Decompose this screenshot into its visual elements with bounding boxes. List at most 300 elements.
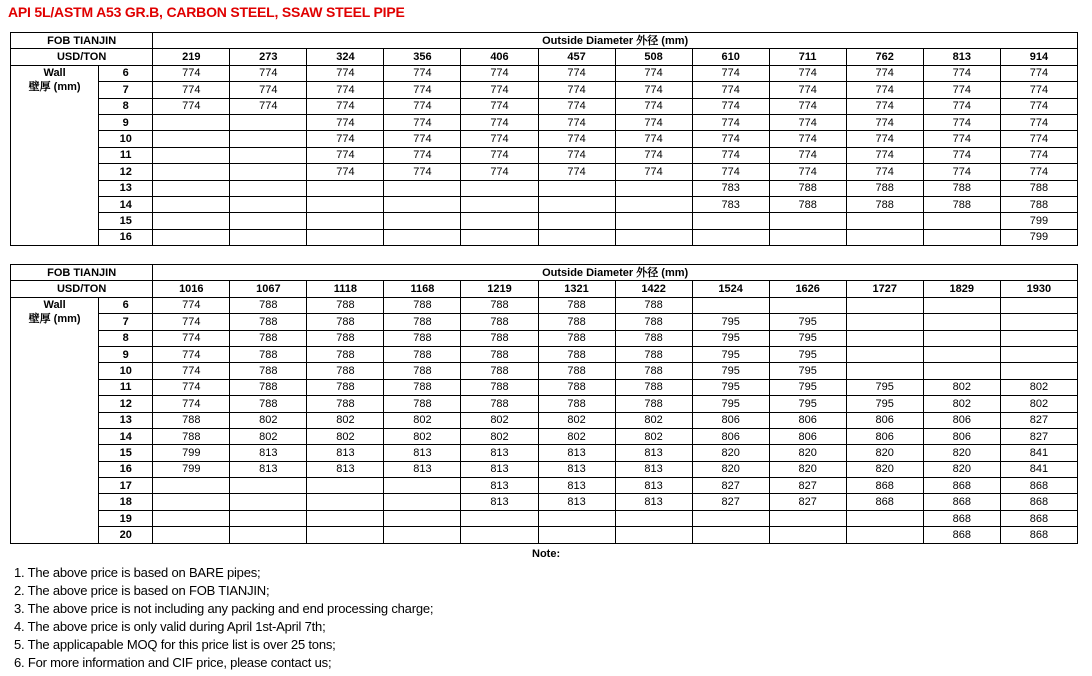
price-cell: 813 [615,445,692,461]
diameter-header: 813 [923,49,1000,65]
price-cell [846,346,923,362]
wall-thickness-cell: 18 [99,494,153,510]
note-item: 1. The above price is based on BARE pipes; [14,565,261,580]
price-cell [153,164,230,180]
price-cell: 795 [769,314,846,330]
price-cell: 802 [461,428,538,444]
price-cell: 841 [1000,445,1077,461]
price-cell: 802 [230,428,307,444]
price-cell [769,229,846,245]
table-row [11,180,1078,196]
table-row [11,527,1078,543]
wall-thickness-cell: 8 [99,330,153,346]
price-cell [692,527,769,543]
price-cell: 788 [461,346,538,362]
price-cell: 774 [461,98,538,114]
price-cell: 774 [769,131,846,147]
price-cell: 820 [769,461,846,477]
price-cell: 813 [384,461,461,477]
price-cell: 813 [461,478,538,494]
price-cell: 774 [692,164,769,180]
price-cell: 788 [230,346,307,362]
wall-thickness-cell: 9 [99,346,153,362]
price-cell: 795 [692,363,769,379]
price-cell: 788 [538,379,615,395]
price-cell: 820 [846,445,923,461]
price-cell: 774 [153,314,230,330]
price-cell [384,229,461,245]
price-cell: 802 [538,412,615,428]
header-row [11,265,1078,281]
price-cell: 774 [692,65,769,81]
price-cell [153,494,230,510]
price-cell: 774 [307,82,384,98]
price-cell: 813 [538,445,615,461]
price-cell: 774 [769,65,846,81]
price-cell [153,510,230,526]
price-cell: 774 [384,147,461,163]
price-cell: 802 [615,412,692,428]
price-cell: 774 [153,82,230,98]
header-row [11,33,1078,49]
note-item: 6. For more information and CIF price, please contact us; [14,654,332,670]
wall-label [11,297,99,543]
price-cell: 774 [769,82,846,98]
price-cell: 788 [307,314,384,330]
price-cell: 802 [384,428,461,444]
price-cell: 827 [769,478,846,494]
price-cell: 799 [1000,213,1077,229]
price-cell [307,196,384,212]
price-cell: 868 [923,510,1000,526]
price-cell: 788 [384,346,461,362]
price-cell [307,510,384,526]
price-cell [923,213,1000,229]
price-cell: 774 [461,131,538,147]
wall-label-cn: 壁厚 (mm) [28,312,81,325]
price-cell: 774 [615,131,692,147]
price-cell [846,527,923,543]
table-row [11,494,1078,510]
price-cell [846,363,923,379]
price-cell: 806 [769,428,846,444]
price-cell: 774 [461,114,538,130]
table-row [11,98,1078,114]
price-cell: 774 [307,98,384,114]
price-cell: 774 [384,114,461,130]
price-cell: 788 [307,379,384,395]
price-cell [615,229,692,245]
price-cell: 827 [1000,412,1077,428]
price-cell [153,180,230,196]
price-cell: 774 [846,131,923,147]
price-cell: 868 [923,527,1000,543]
price-cell [846,314,923,330]
price-cell [1000,297,1077,313]
price-cell: 788 [615,314,692,330]
price-cell: 788 [538,346,615,362]
price-cell [384,494,461,510]
wall-thickness-cell: 6 [99,297,153,313]
price-cell [846,510,923,526]
price-cell: 788 [538,314,615,330]
diameter-header: 1016 [153,281,230,297]
price-cell [769,510,846,526]
price-cell: 788 [230,330,307,346]
price-cell: 774 [230,98,307,114]
price-cell: 774 [153,346,230,362]
price-cell: 813 [307,461,384,477]
note-item: 4. The above price is only valid during April 1st-April 7th; [14,618,326,634]
price-cell: 774 [769,98,846,114]
price-cell: 827 [769,494,846,510]
price-cell: 813 [615,478,692,494]
price-cell [692,297,769,313]
price-cell: 788 [461,363,538,379]
price-cell [230,114,307,130]
wall-thickness-cell: 16 [99,461,153,477]
price-cell: 788 [384,363,461,379]
price-cell: 774 [1000,114,1077,130]
price-cell: 795 [769,363,846,379]
price-cell: 774 [1000,131,1077,147]
diameter-header: 1524 [692,281,769,297]
price-cell: 788 [307,396,384,412]
table-row [11,428,1078,444]
wall-thickness-cell: 13 [99,180,153,196]
price-cell [1000,346,1077,362]
price-cell [615,213,692,229]
price-cell: 788 [615,297,692,313]
price-cell [538,213,615,229]
price-cell: 774 [692,131,769,147]
page-title: API 5L/ASTM A53 GR.B, CARBON STEEL, SSAW STEEL PIPE [8,4,405,20]
table-row [11,330,1078,346]
price-cell: 774 [384,131,461,147]
price-cell [230,196,307,212]
price-cell: 774 [769,164,846,180]
diameter-header: 610 [692,49,769,65]
wall-thickness-cell: 15 [99,445,153,461]
wall-thickness-cell: 7 [99,82,153,98]
price-cell: 806 [923,412,1000,428]
diameter-header: 1168 [384,281,461,297]
price-cell [230,527,307,543]
price-cell: 774 [769,114,846,130]
price-cell: 774 [692,114,769,130]
price-cell: 774 [846,65,923,81]
price-cell [538,229,615,245]
price-cell [384,510,461,526]
price-cell [615,180,692,196]
price-cell: 799 [1000,229,1077,245]
price-cell [538,180,615,196]
note-title: Note: [532,548,561,560]
diameter-header: 1219 [461,281,538,297]
price-cell [461,213,538,229]
price-cell: 774 [153,297,230,313]
price-cell [461,527,538,543]
price-cell: 774 [615,82,692,98]
wall-thickness-cell: 15 [99,213,153,229]
price-cell: 774 [923,65,1000,81]
price-cell: 820 [846,461,923,477]
table-row [11,478,1078,494]
table-row [11,379,1078,395]
price-cell: 774 [307,114,384,130]
corner-label-unit: USD/TON [11,281,153,297]
price-cell: 802 [307,412,384,428]
price-cell: 774 [153,379,230,395]
table-row [11,213,1078,229]
price-cell: 813 [461,445,538,461]
wall-label-en: Wall [43,298,66,311]
price-cell: 868 [1000,510,1077,526]
price-cell: 774 [923,98,1000,114]
diameter-header: 711 [769,49,846,65]
table-row [11,164,1078,180]
price-cell [384,213,461,229]
price-cell: 774 [461,147,538,163]
price-cell: 788 [769,196,846,212]
price-cell: 820 [923,461,1000,477]
price-cell [307,213,384,229]
table-row [11,346,1078,362]
table-row [11,196,1078,212]
price-cell: 820 [769,445,846,461]
price-cell: 788 [153,428,230,444]
price-cell [230,478,307,494]
price-cell: 795 [692,379,769,395]
price-cell [769,297,846,313]
price-cell: 788 [230,396,307,412]
price-cell [923,330,1000,346]
price-cell [923,229,1000,245]
price-cell: 774 [846,98,923,114]
price-cell: 868 [846,494,923,510]
price-cell: 788 [461,314,538,330]
price-cell: 868 [1000,527,1077,543]
price-cell: 788 [538,363,615,379]
price-cell: 788 [230,297,307,313]
price-cell: 774 [923,131,1000,147]
price-cell: 827 [692,494,769,510]
price-cell: 841 [1000,461,1077,477]
price-cell [692,213,769,229]
price-cell: 774 [615,98,692,114]
price-cell: 774 [461,65,538,81]
price-cell: 788 [615,379,692,395]
price-cell: 813 [230,461,307,477]
price-cell [230,494,307,510]
price-cell: 774 [384,164,461,180]
notes-list [14,564,433,671]
price-cell: 788 [923,180,1000,196]
price-cell: 774 [1000,147,1077,163]
price-cell: 806 [923,428,1000,444]
table-row [11,147,1078,163]
price-cell: 788 [384,314,461,330]
price-cell [230,229,307,245]
price-cell [384,527,461,543]
price-cell: 774 [769,147,846,163]
table-row [11,363,1078,379]
price-cell: 795 [769,396,846,412]
price-cell: 788 [384,297,461,313]
price-cell [384,478,461,494]
price-cell [923,314,1000,330]
price-cell: 774 [1000,65,1077,81]
price-cell: 799 [153,461,230,477]
price-cell: 774 [923,164,1000,180]
price-cell: 802 [384,412,461,428]
diameter-row [11,49,1078,65]
price-cell [923,297,1000,313]
price-cell: 788 [769,180,846,196]
table-row [11,510,1078,526]
price-cell: 774 [461,164,538,180]
price-cell [538,510,615,526]
price-cell: 795 [692,314,769,330]
price-cell [461,180,538,196]
wall-thickness-cell: 19 [99,510,153,526]
price-cell [153,229,230,245]
price-cell: 774 [1000,98,1077,114]
table-row [11,396,1078,412]
diameter-header: 273 [230,49,307,65]
price-cell: 774 [307,147,384,163]
price-cell [307,229,384,245]
price-cell: 799 [153,445,230,461]
price-cell: 802 [1000,379,1077,395]
price-cell: 795 [846,396,923,412]
price-cell [1000,330,1077,346]
outside-diameter-header: Outside Diameter 外径 (mm) [153,265,1078,281]
price-cell [538,527,615,543]
price-cell: 774 [923,147,1000,163]
price-cell [153,527,230,543]
price-cell: 774 [615,65,692,81]
price-cell: 774 [153,396,230,412]
wall-label-cn: 壁厚 (mm) [28,80,81,93]
wall-thickness-cell: 20 [99,527,153,543]
price-cell: 774 [461,82,538,98]
wall-thickness-cell: 14 [99,428,153,444]
diameter-header: 1930 [1000,281,1077,297]
price-cell: 788 [384,379,461,395]
price-cell: 774 [538,114,615,130]
wall-thickness-cell: 11 [99,147,153,163]
note-item: 2. The above price is based on FOB TIANJIN; [14,582,270,598]
price-cell: 774 [538,98,615,114]
price-cell: 813 [538,461,615,477]
price-cell: 820 [692,445,769,461]
price-cell: 774 [615,164,692,180]
diameter-header: 1321 [538,281,615,297]
price-cell: 788 [923,196,1000,212]
price-cell: 806 [769,412,846,428]
wall-thickness-cell: 14 [99,196,153,212]
diameter-header: 324 [307,49,384,65]
price-cell: 806 [692,412,769,428]
price-cell: 802 [923,379,1000,395]
price-cell: 774 [230,82,307,98]
price-cell: 774 [846,114,923,130]
price-cell [769,527,846,543]
price-cell: 774 [384,82,461,98]
price-cell: 783 [692,196,769,212]
price-cell: 802 [230,412,307,428]
price-cell: 774 [692,147,769,163]
price-cell: 774 [923,82,1000,98]
price-cell: 813 [615,494,692,510]
diameter-header: 1727 [846,281,923,297]
price-cell: 868 [1000,478,1077,494]
price-table-1 [10,32,1078,246]
diameter-header: 1067 [230,281,307,297]
price-cell: 774 [615,114,692,130]
price-cell [692,229,769,245]
price-cell: 806 [692,428,769,444]
price-cell: 774 [307,65,384,81]
price-table-2 [10,264,1078,544]
price-cell: 788 [615,346,692,362]
price-cell [384,196,461,212]
price-cell: 788 [307,330,384,346]
price-cell: 774 [153,330,230,346]
price-cell: 806 [846,412,923,428]
price-cell: 788 [615,396,692,412]
table-row [11,65,1078,81]
price-cell [307,494,384,510]
diameter-header: 914 [1000,49,1077,65]
price-cell: 813 [307,445,384,461]
price-cell [615,527,692,543]
price-cell: 788 [230,363,307,379]
price-cell: 774 [384,98,461,114]
price-cell: 774 [1000,164,1077,180]
price-cell [307,180,384,196]
diameter-header: 508 [615,49,692,65]
price-cell: 806 [846,428,923,444]
price-cell [230,164,307,180]
price-cell: 868 [1000,494,1077,510]
price-cell: 795 [692,396,769,412]
price-cell: 774 [692,82,769,98]
note-item: 3. The above price is not including any packing and end processing charge; [14,600,434,616]
price-cell [923,363,1000,379]
price-cell: 802 [1000,396,1077,412]
price-cell: 827 [1000,428,1077,444]
diameter-row [11,281,1078,297]
price-cell: 788 [846,180,923,196]
wall-thickness-cell: 13 [99,412,153,428]
price-cell: 868 [846,478,923,494]
price-cell [230,131,307,147]
price-cell: 820 [692,461,769,477]
price-cell: 813 [538,494,615,510]
diameter-header: 1829 [923,281,1000,297]
price-cell [538,196,615,212]
price-cell: 774 [538,131,615,147]
price-cell: 774 [1000,82,1077,98]
price-cell: 774 [923,114,1000,130]
price-cell: 788 [538,330,615,346]
price-cell: 788 [384,396,461,412]
price-cell: 788 [538,396,615,412]
price-cell: 788 [846,196,923,212]
price-cell: 795 [846,379,923,395]
